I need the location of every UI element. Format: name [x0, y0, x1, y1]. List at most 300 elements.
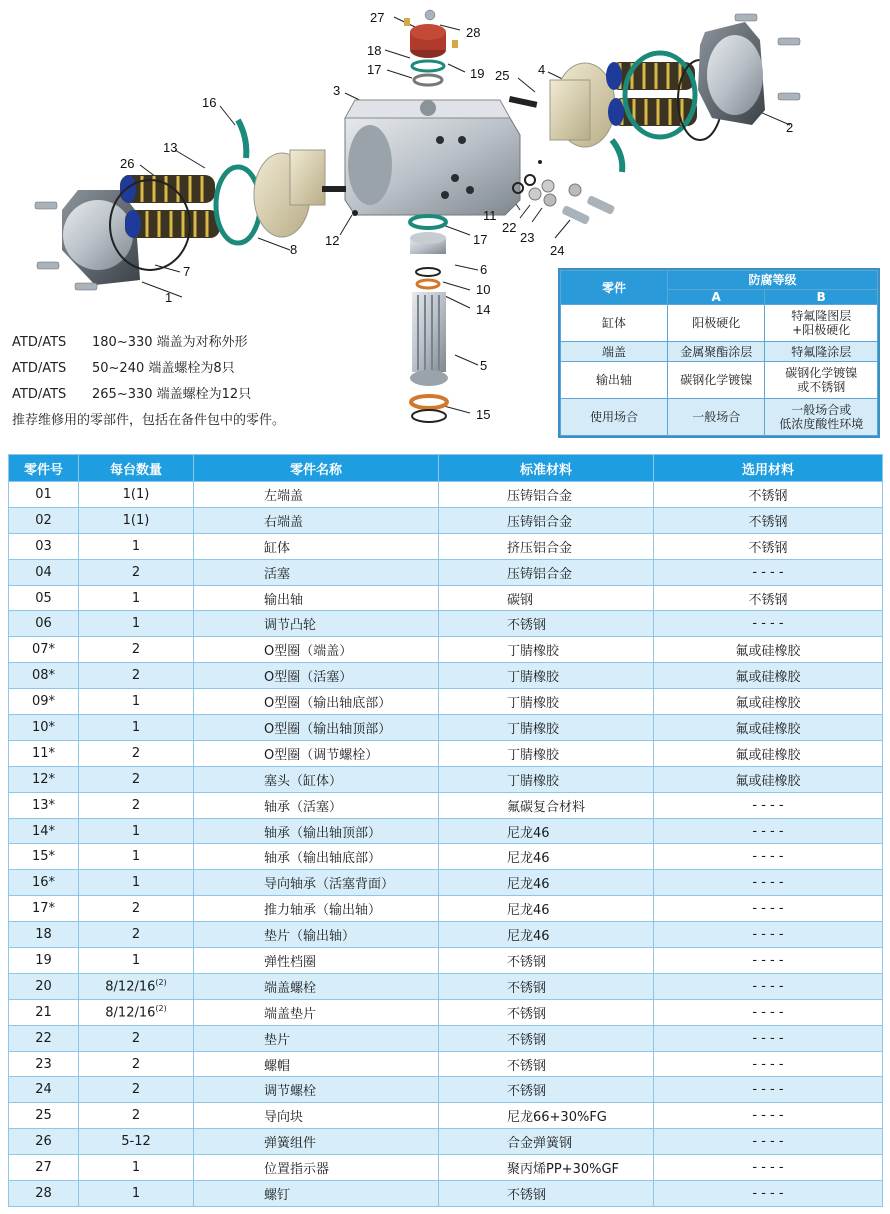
part-name-cell	[194, 973, 439, 999]
coat-a: 一般场合	[668, 398, 765, 435]
std-material-cell	[439, 792, 654, 818]
opt-material-cell-text: - - - -	[752, 564, 784, 580]
part-no-cell	[9, 1077, 79, 1103]
circlip-19	[414, 75, 442, 85]
model-notes	[12, 330, 285, 434]
std-material-cell	[439, 689, 654, 715]
header-qty: 每台数量	[79, 455, 194, 482]
callout-6: 6	[480, 262, 488, 277]
qty-cell-text: 2	[131, 1030, 141, 1046]
qty-cell	[79, 922, 194, 948]
opt-material-cell	[654, 740, 883, 766]
part-name-cell-text: 垫片	[264, 1032, 291, 1048]
opt-material-cell	[654, 1155, 883, 1181]
table-row	[9, 585, 883, 611]
qty-cell	[79, 973, 194, 999]
guide-bearing-right	[612, 140, 622, 172]
part-name-cell-text: 弹性档圈	[264, 954, 317, 970]
part-name-cell-text: 活塞	[264, 566, 291, 582]
opt-material-cell	[654, 792, 883, 818]
opt-material-cell	[654, 533, 883, 559]
part-name-cell-text: 位置指示器	[264, 1162, 330, 1178]
callout-15: 15	[476, 407, 491, 422]
table-row	[9, 507, 883, 533]
callout-7: 7	[183, 264, 191, 279]
std-material-cell-text: 碳钢	[507, 592, 534, 608]
std-material-cell-text: 丁腈橡胶	[507, 747, 560, 763]
part-no-cell	[9, 585, 79, 611]
table-row	[9, 637, 883, 663]
qty-cell	[79, 611, 194, 637]
opt-material-cell	[654, 1181, 883, 1207]
part-name-cell	[194, 637, 439, 663]
part-name-cell	[194, 818, 439, 844]
part-name-cell	[194, 896, 439, 922]
part-name-cell	[194, 1077, 439, 1103]
part-name-cell-text: 调节凸轮	[264, 618, 317, 634]
part-name-cell	[194, 663, 439, 689]
note-line: 推荐维修用的零部件，包括在备件包中的零件。	[12, 413, 286, 428]
std-material-cell-text: 挤压铝合金	[507, 540, 573, 556]
table-row	[9, 1025, 883, 1051]
qty-cell-text: 2	[131, 668, 141, 684]
qty-cell-text: 2	[131, 797, 141, 813]
qty-cell-text: 2	[131, 1056, 141, 1072]
table-row	[9, 973, 883, 999]
part-name-cell-text: 端盖螺栓	[264, 980, 317, 996]
std-material-cell	[439, 1051, 654, 1077]
opt-material-cell-text: - - - -	[752, 978, 784, 994]
header-name: 零件名称	[194, 455, 439, 482]
qty-cell	[79, 663, 194, 689]
header-std-material: 标准材料	[439, 455, 654, 482]
opt-material-cell-text: 氟或硅橡胶	[735, 773, 801, 789]
part-no-cell	[9, 844, 79, 870]
table-row	[9, 533, 883, 559]
qty-cell	[79, 818, 194, 844]
part-no-cell	[9, 689, 79, 715]
table-row	[9, 1181, 883, 1207]
part-name-cell-text: 右端盖	[264, 514, 304, 530]
qty-cell	[79, 533, 194, 559]
part-no-cell	[9, 922, 79, 948]
part-no-cell	[9, 533, 79, 559]
table-row	[9, 766, 883, 792]
qty-cell	[79, 715, 194, 741]
part-name-cell-text: O型圈（活塞）	[264, 670, 353, 686]
std-material-cell-text: 不锈钢	[507, 1032, 547, 1048]
part-no-cell	[9, 740, 79, 766]
std-material-cell	[439, 663, 654, 689]
part-no-cell	[9, 1155, 79, 1181]
opt-material-cell	[654, 870, 883, 896]
part-name-cell	[194, 870, 439, 896]
opt-material-cell	[654, 896, 883, 922]
adjusting-cam	[410, 216, 446, 254]
qty-cell	[79, 999, 194, 1025]
qty-cell-text: 2	[131, 564, 141, 580]
part-name-cell-text: 螺帽	[264, 1058, 291, 1074]
qty-footnote: (2)	[155, 978, 167, 988]
std-material-cell	[439, 507, 654, 533]
qty-cell-text: 1	[131, 823, 141, 839]
opt-material-cell-text: - - - -	[752, 1030, 784, 1046]
std-material-cell	[439, 1129, 654, 1155]
opt-material-cell	[654, 922, 883, 948]
callout-16: 16	[202, 95, 217, 110]
std-material-cell-text: 聚丙烯PP+30%GF	[507, 1162, 620, 1178]
opt-material-cell	[654, 1077, 883, 1103]
guide-pin-right	[509, 96, 538, 108]
part-no-cell	[9, 637, 79, 663]
left-end-cap	[62, 190, 140, 285]
opt-material-cell	[654, 1025, 883, 1051]
opt-material-cell-text: - - - -	[752, 616, 784, 632]
table-row	[9, 948, 883, 974]
part-name-cell	[194, 948, 439, 974]
std-material-cell-text: 尼龙46	[507, 903, 550, 919]
qty-cell-text: 2	[131, 1108, 141, 1124]
opt-material-cell-text: 氟或硅橡胶	[735, 721, 801, 737]
qty-cell	[79, 740, 194, 766]
table-row	[9, 1155, 883, 1181]
callout-28: 28	[466, 25, 481, 40]
coat-col-a: A	[668, 290, 765, 305]
std-material-cell	[439, 637, 654, 663]
part-no-cell-text: 12*	[31, 771, 56, 787]
callout-13: 13	[163, 140, 178, 155]
part-no-cell	[9, 715, 79, 741]
qty-cell	[79, 507, 194, 533]
coat-part: 端盖	[561, 342, 668, 361]
std-material-cell-text: 尼龙46	[507, 825, 550, 841]
table-row	[9, 740, 883, 766]
qty-cell	[79, 689, 194, 715]
opt-material-cell	[654, 1051, 883, 1077]
part-name-cell-text: 调节螺栓	[264, 1084, 317, 1100]
part-name-cell	[194, 507, 439, 533]
part-no-cell-text: 04	[35, 564, 52, 580]
std-material-cell	[439, 818, 654, 844]
qty-cell	[79, 1155, 194, 1181]
part-name-cell-text: 轴承（输出轴顶部）	[264, 825, 382, 841]
qty-cell-text: 2	[131, 771, 141, 787]
callout-22: 22	[502, 220, 517, 235]
callout-2: 2	[786, 120, 794, 135]
part-name-cell	[194, 999, 439, 1025]
part-name-cell	[194, 1181, 439, 1207]
std-material-cell	[439, 482, 654, 508]
part-no-cell	[9, 792, 79, 818]
washer-18	[412, 61, 444, 71]
std-material-cell	[439, 1181, 654, 1207]
part-name-cell-text: 轴承（输出轴底部）	[264, 851, 382, 867]
guide-pin-left	[322, 186, 346, 192]
part-name-cell-text: O型圈（输出轴底部）	[264, 696, 392, 712]
opt-material-cell-text: - - - -	[752, 1185, 784, 1201]
std-material-cell-text: 压铸铝合金	[507, 488, 573, 504]
part-no-cell	[9, 1181, 79, 1207]
part-name-cell-text: 输出轴	[264, 592, 304, 608]
std-material-cell-text: 丁腈橡胶	[507, 644, 560, 660]
opt-material-cell	[654, 663, 883, 689]
o-ring-10	[416, 268, 440, 276]
part-name-cell-text: 螺钉	[264, 1187, 291, 1203]
qty-cell-text: 2	[131, 642, 141, 658]
callout-18: 18	[367, 43, 382, 58]
table-row	[9, 922, 883, 948]
qty-cell	[79, 637, 194, 663]
part-no-cell-text: 01	[35, 486, 52, 502]
opt-material-cell	[654, 948, 883, 974]
qty-cell-text: 8/12/16	[105, 1005, 156, 1021]
coat-b: 一般场合或 低浓度酸性环境	[765, 398, 878, 435]
coat-part: 使用场合	[561, 398, 668, 435]
callout-11: 11	[483, 208, 497, 223]
part-no-cell	[9, 1051, 79, 1077]
part-name-cell	[194, 1025, 439, 1051]
table-row	[9, 870, 883, 896]
output-shaft	[410, 292, 448, 386]
left-o-ring-green	[216, 167, 260, 243]
part-no-cell	[9, 973, 79, 999]
std-material-cell-text: 不锈钢	[507, 980, 547, 996]
part-no-cell-text: 22	[35, 1030, 52, 1046]
parts-table-body	[9, 482, 883, 1207]
qty-cell-text: 1(1)	[122, 512, 150, 528]
table-row	[9, 896, 883, 922]
std-material-cell	[439, 948, 654, 974]
callout-25: 25	[495, 68, 510, 83]
opt-material-cell-text: - - - -	[752, 1108, 784, 1124]
right-end-cap	[698, 22, 765, 125]
part-no-cell	[9, 559, 79, 585]
opt-material-cell-text: - - - -	[752, 1004, 784, 1020]
part-name-cell-text: 推力轴承（输出轴）	[264, 903, 382, 919]
std-material-cell-text: 丁腈橡胶	[507, 773, 560, 789]
part-no-cell-text: 21	[35, 1004, 52, 1020]
std-material-cell	[439, 559, 654, 585]
qty-cell-text: 1	[131, 1160, 141, 1176]
part-name-cell	[194, 1129, 439, 1155]
opt-material-cell-text: 不锈钢	[748, 540, 788, 556]
part-name-cell-text: O型圈（端盖）	[264, 644, 353, 660]
opt-material-cell	[654, 507, 883, 533]
qty-cell	[79, 870, 194, 896]
part-name-cell	[194, 715, 439, 741]
part-name-cell-text: 塞头（缸体）	[264, 773, 343, 789]
std-material-cell-text: 不锈钢	[507, 1084, 547, 1100]
callout-4: 4	[538, 62, 546, 77]
opt-material-cell	[654, 1103, 883, 1129]
coat-b: 碳钢化学镀镍 或不锈钢	[765, 361, 878, 398]
qty-cell	[79, 948, 194, 974]
qty-cell-text: 2	[131, 745, 141, 761]
part-name-cell	[194, 559, 439, 585]
part-no-cell-text: 20	[35, 978, 52, 994]
opt-material-cell	[654, 818, 883, 844]
std-material-cell	[439, 585, 654, 611]
std-material-cell-text: 尼龙66+30%FG	[507, 1110, 607, 1126]
part-name-cell	[194, 792, 439, 818]
part-no-cell	[9, 999, 79, 1025]
std-material-cell-text: 不锈钢	[507, 954, 547, 970]
note-line: ATD/ATS 265~330 端盖螺栓为12只	[12, 387, 252, 402]
qty-cell-text: 1	[131, 1185, 141, 1201]
callout-10: 10	[476, 282, 491, 297]
callout-8: 8	[290, 242, 298, 257]
part-no-cell-text: 23	[35, 1056, 52, 1072]
qty-cell	[79, 766, 194, 792]
part-no-cell	[9, 663, 79, 689]
table-row	[9, 792, 883, 818]
opt-material-cell-text: 氟或硅橡胶	[735, 670, 801, 686]
part-no-cell-text: 10*	[31, 719, 56, 735]
part-name-cell-text: 端盖垫片	[264, 1006, 317, 1022]
qty-cell	[79, 585, 194, 611]
part-no-cell	[9, 482, 79, 508]
opt-material-cell-text: 不锈钢	[748, 514, 788, 530]
std-material-cell-text: 尼龙46	[507, 851, 550, 867]
part-name-cell	[194, 766, 439, 792]
part-name-cell-text: 轴承（活塞）	[264, 799, 343, 815]
qty-cell-text: 1	[131, 616, 141, 632]
part-name-cell	[194, 482, 439, 508]
table-row	[9, 818, 883, 844]
std-material-cell	[439, 766, 654, 792]
part-name-cell	[194, 1103, 439, 1129]
qty-cell-text: 1	[131, 694, 141, 710]
part-no-cell-text: 25	[35, 1108, 52, 1124]
std-material-cell	[439, 1155, 654, 1181]
left-spring-pack	[120, 175, 220, 238]
part-no-cell-text: 02	[35, 512, 52, 528]
coat-part-header: 零件	[561, 271, 668, 305]
opt-material-cell	[654, 611, 883, 637]
part-name-cell-text: 导向块	[264, 1110, 304, 1126]
opt-material-cell-text: 氟或硅橡胶	[735, 644, 801, 660]
table-row	[9, 663, 883, 689]
part-name-cell-text: 垫片（输出轴）	[264, 929, 356, 945]
qty-cell	[79, 1025, 194, 1051]
part-no-cell-text: 05	[35, 590, 52, 606]
opt-material-cell-text: 不锈钢	[748, 488, 788, 504]
std-material-cell	[439, 1103, 654, 1129]
part-name-cell	[194, 1051, 439, 1077]
opt-material-cell-text: - - - -	[752, 797, 784, 813]
callout-27: 27	[370, 10, 385, 25]
coat-a: 金属聚酯涂层	[668, 342, 765, 361]
table-row	[9, 1129, 883, 1155]
part-name-cell	[194, 611, 439, 637]
std-material-cell	[439, 973, 654, 999]
part-name-cell	[194, 533, 439, 559]
bearing-15	[411, 396, 447, 408]
opt-material-cell-text: - - - -	[752, 823, 784, 839]
part-no-cell-text: 26	[35, 1134, 52, 1150]
qty-cell-text: 5-12	[121, 1134, 151, 1150]
qty-cell	[79, 844, 194, 870]
callout-1: 1	[165, 290, 173, 305]
callout-3: 3	[333, 83, 341, 98]
header-opt-material: 选用材料	[654, 455, 883, 482]
qty-cell	[79, 792, 194, 818]
table-row	[9, 1077, 883, 1103]
qty-cell-text: 8/12/16	[105, 979, 156, 995]
opt-material-cell	[654, 999, 883, 1025]
part-no-cell	[9, 611, 79, 637]
std-material-cell-text: 丁腈橡胶	[507, 721, 560, 737]
part-no-cell	[9, 1103, 79, 1129]
std-material-cell-text: 压铸铝合金	[507, 566, 573, 582]
std-material-cell-text: 丁腈橡胶	[507, 670, 560, 686]
coat-part: 缸体	[561, 305, 668, 342]
part-no-cell-text: 11*	[31, 745, 56, 761]
qty-cell	[79, 1129, 194, 1155]
header-part-no: 零件号	[9, 455, 79, 482]
part-no-cell	[9, 507, 79, 533]
std-material-cell-text: 不锈钢	[507, 1058, 547, 1074]
part-no-cell-text: 08*	[31, 668, 56, 684]
part-no-cell-text: 09*	[31, 694, 56, 710]
std-material-cell	[439, 611, 654, 637]
opt-material-cell-text: - - - -	[752, 952, 784, 968]
left-piston	[254, 150, 325, 237]
std-material-cell	[439, 1025, 654, 1051]
part-no-cell	[9, 948, 79, 974]
callout-17-top: 17	[367, 62, 382, 77]
part-no-cell-text: 07*	[31, 642, 56, 658]
part-no-cell-text: 17*	[31, 901, 56, 917]
qty-cell	[79, 1051, 194, 1077]
std-material-cell-text: 尼龙46	[507, 877, 550, 893]
part-no-cell	[9, 870, 79, 896]
opt-material-cell	[654, 559, 883, 585]
std-material-cell-text: 不锈钢	[507, 1006, 547, 1022]
std-material-cell	[439, 715, 654, 741]
table-row	[9, 844, 883, 870]
part-no-cell	[9, 766, 79, 792]
table-row	[9, 999, 883, 1025]
part-name-cell-text: 左端盖	[264, 488, 304, 504]
table-row	[9, 611, 883, 637]
part-name-cell-text: O型圈（调节螺栓）	[264, 747, 379, 763]
std-material-cell	[439, 740, 654, 766]
part-name-cell-text: 导向轴承（活塞背面）	[264, 877, 395, 893]
std-material-cell-text: 不锈钢	[507, 618, 547, 634]
callout-24: 24	[550, 243, 565, 258]
opt-material-cell-text: - - - -	[752, 927, 784, 943]
callout-17-bottom: 17	[473, 232, 488, 247]
part-no-cell	[9, 896, 79, 922]
part-name-cell	[194, 689, 439, 715]
table-row	[9, 1051, 883, 1077]
table-row	[9, 715, 883, 741]
opt-material-cell-text: - - - -	[752, 1160, 784, 1176]
part-no-cell-text: 13*	[31, 797, 56, 813]
opt-material-cell-text: 不锈钢	[748, 592, 788, 608]
opt-material-cell	[654, 637, 883, 663]
callout-23: 23	[520, 230, 535, 245]
coat-part: 输出轴	[561, 361, 668, 398]
table-header-row	[9, 455, 883, 482]
corrosion-grade-table	[558, 268, 880, 438]
callout-26: 26	[120, 156, 135, 171]
std-material-cell-text: 合金弹簧钢	[507, 1136, 573, 1152]
qty-cell-text: 2	[131, 1082, 141, 1098]
qty-cell-text: 1	[131, 952, 141, 968]
table-row	[9, 482, 883, 508]
